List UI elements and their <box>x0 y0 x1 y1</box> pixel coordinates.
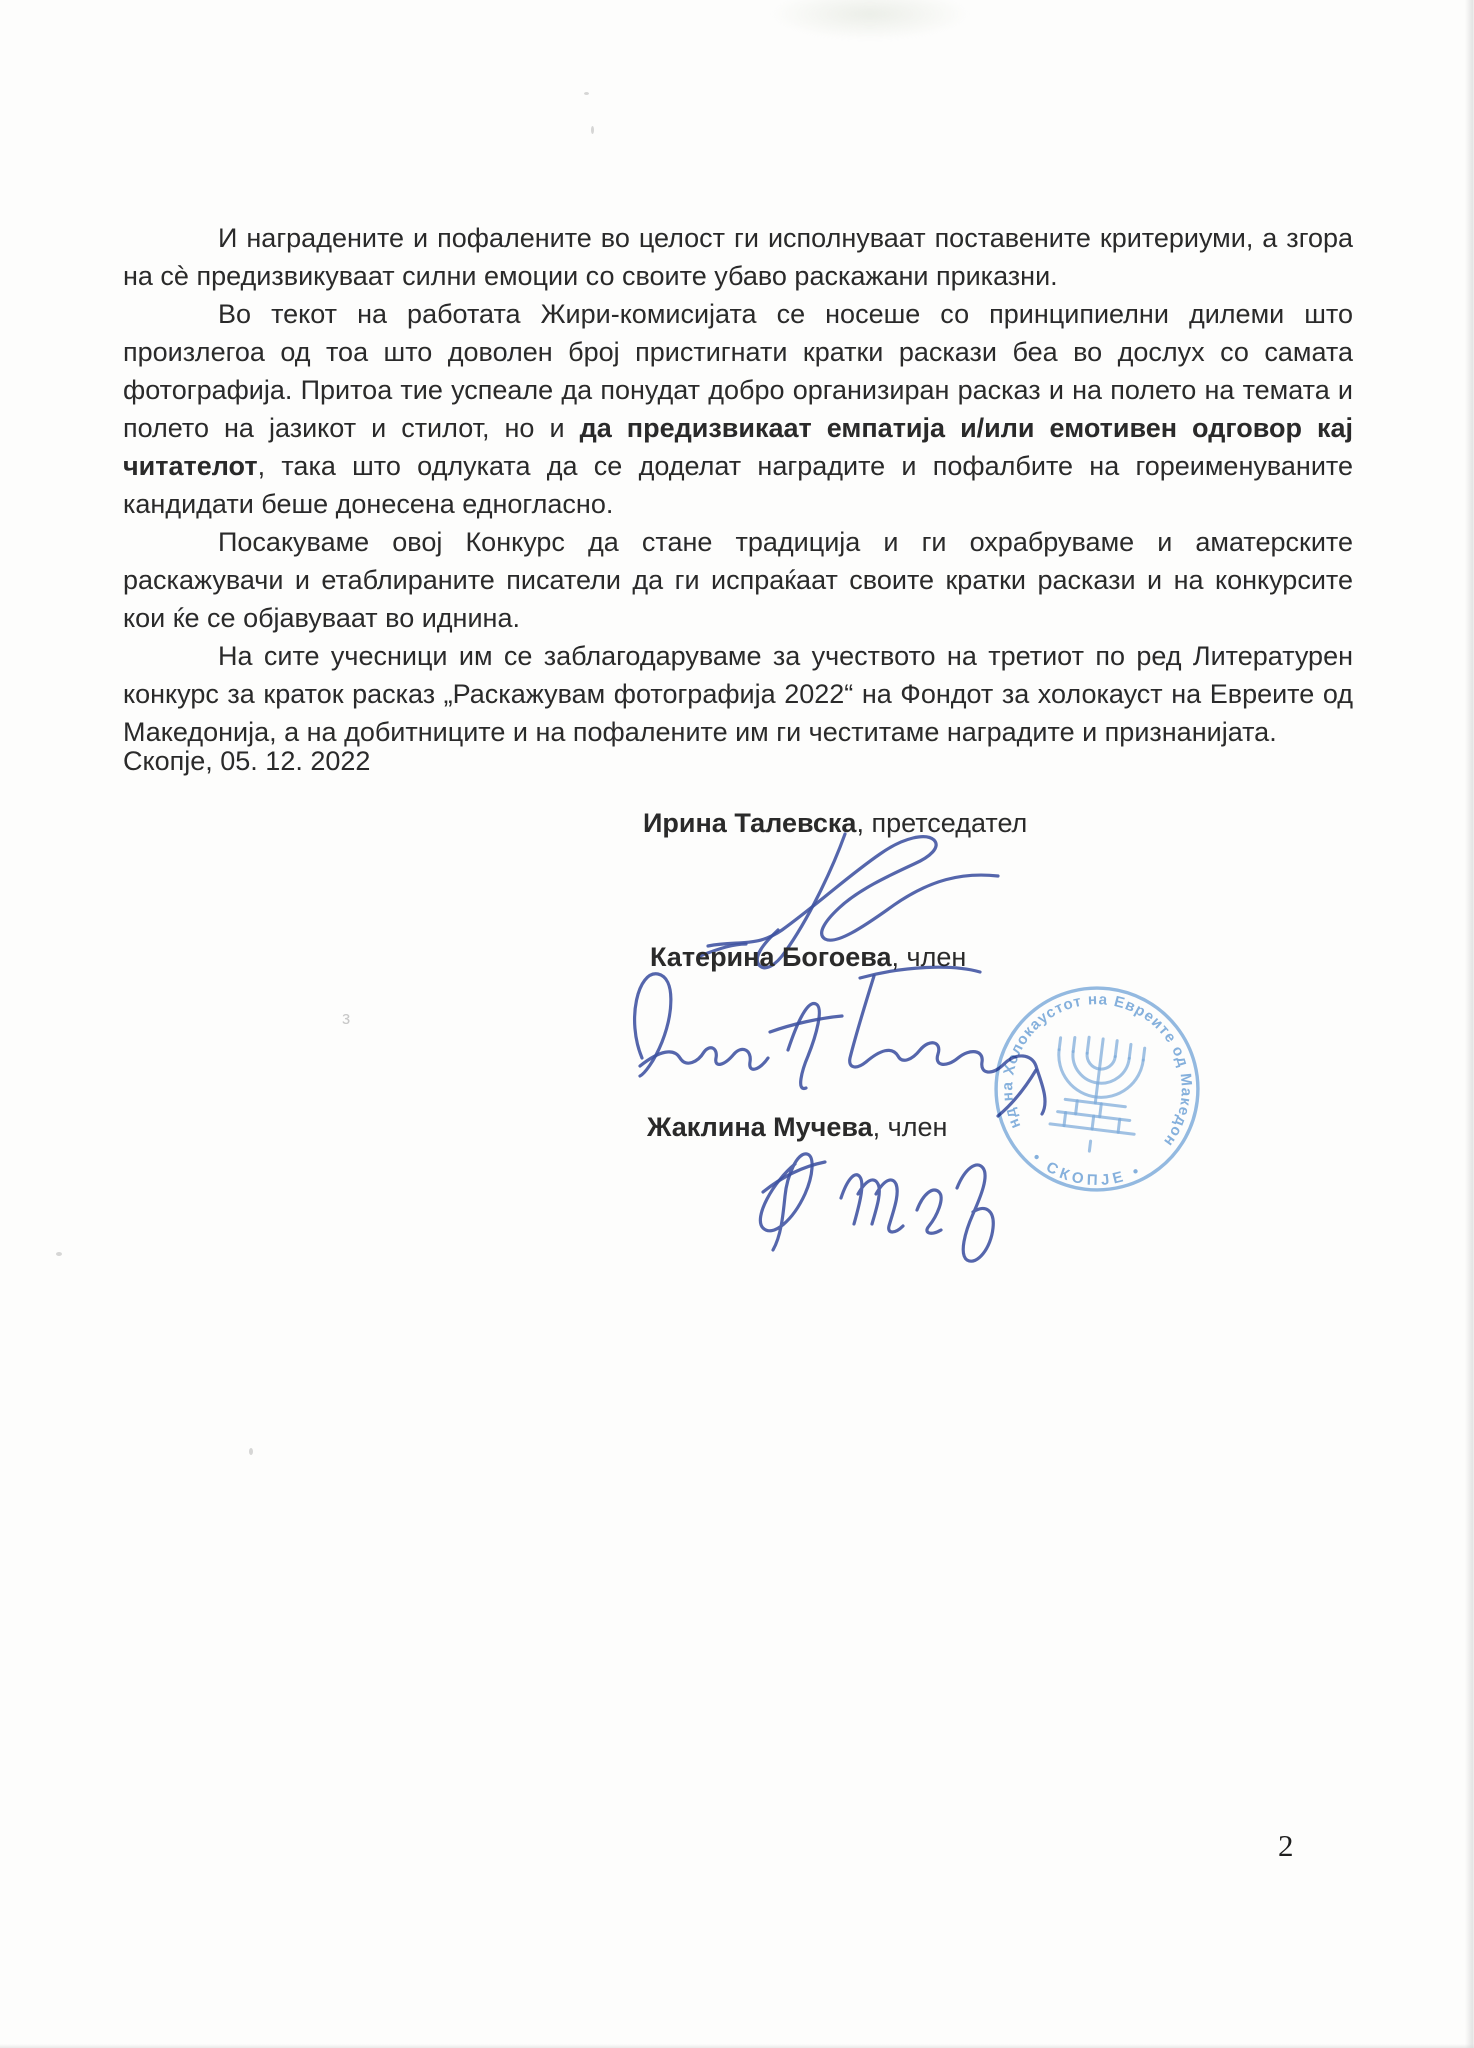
svg-text:• СКОПЈЕ • <box>1026 1148 1147 1196</box>
scan-speck <box>584 92 589 95</box>
signatory-role: , претседател <box>856 808 1028 838</box>
body-text-segment: На сите учесници им се заблагодаруваме за учеството на третиот по ред Литературен конкурс за краток расказ „Раскажувам фотографија 2022“ на Фондот за холокауст на Евреите од Македонија, а на добитниците и на пофалените им ги честитаме наградите и признанијата. <box>123 641 1353 747</box>
body-text-segment: И наградените и пофалените во целост ги исполнуваат поставените критериуми, а згора на сѐ предизвикуваат силни емоции со своите убаво раскажани приказни. <box>123 223 1353 291</box>
page-edge-shadow-bottom <box>0 2044 1474 2048</box>
paragraph <box>123 295 1353 523</box>
page-number: 2 <box>1278 1828 1294 1863</box>
menorah-icon <box>1047 1034 1145 1157</box>
paragraph <box>123 523 1353 637</box>
stamp-bottom-text: • СКОПЈЕ • <box>1028 1149 1146 1190</box>
page-edge-shadow <box>1465 0 1474 2048</box>
signatory-role: , член <box>872 1112 948 1142</box>
scan-speck <box>591 126 594 134</box>
signatory-name: Ирина Талевска <box>643 808 857 838</box>
pencil-mark: з <box>342 1008 351 1028</box>
signatory-name: Жаклина Мучева <box>647 1112 873 1142</box>
body-text-segment: , така што одлуката да се доделат наградите и пофалбите на гореименуваните кандидати беше донесена едногласно. <box>123 451 1353 519</box>
stamp-ring-text: Фонд на Холокаустот на Евреите од Македонија <box>999 991 1195 1151</box>
signatory-role: , член <box>891 942 967 972</box>
body-text-segment: Посакуваме овој Конкурс да стане традиција и ги охрабруваме и аматерските раскажувачи и етаблираните писатели да ги испраќаат своите кратки раскази и на конкурсите кои ќе се објавуваат во иднина. <box>123 527 1353 633</box>
signature-member-2 <box>725 1132 1015 1282</box>
bold-emphasis-text: да предизвикаат емпатија и/или емотивен одговор кај читателот <box>123 413 1354 481</box>
signatory-name: Катерина Богоева <box>650 942 892 972</box>
body-paragraphs <box>123 219 1353 751</box>
paragraph <box>123 219 1353 295</box>
paragraph <box>123 637 1353 751</box>
scan-speck <box>56 1252 62 1256</box>
body-text-segment: Во текот на работата Жири-комисијата се носеше со принципиелни дилеми што произлегоа од тоа што доволен број пристигнати кратки раскази беа во дослух со самата фотографија. Притоа тие успеале да понудат добро организиран расказ и на полето на темата и полето на јазикот и стилот, но и <box>123 299 1353 443</box>
scan-smudge <box>770 0 970 40</box>
scan-speck <box>249 1448 253 1455</box>
dateline: Скопје, 05. 12. 2022 <box>123 746 371 776</box>
